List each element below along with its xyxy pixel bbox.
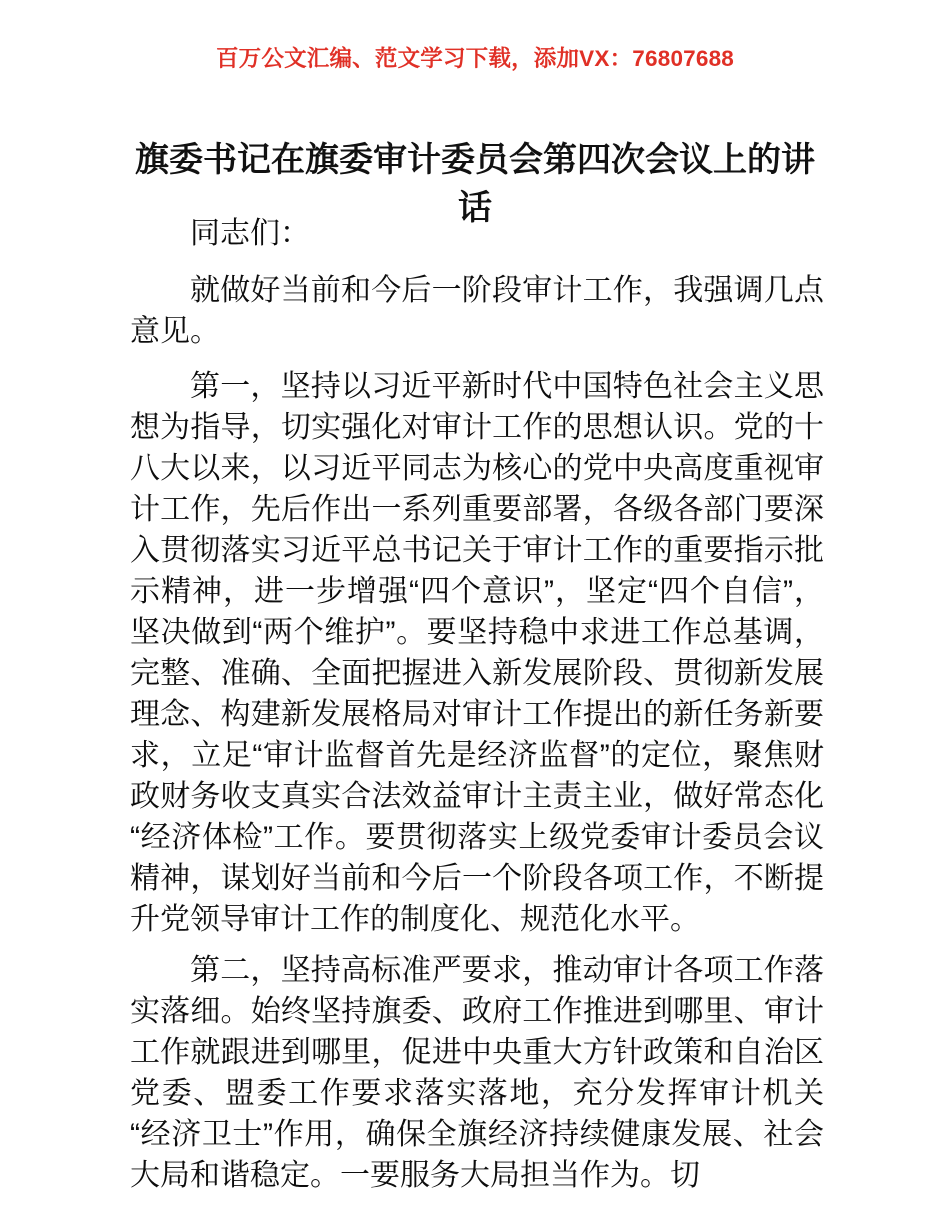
body-paragraph-2: 第二，坚持高标准严要求，推动审计各项工作落实落细。始终坚持旗委、政府工作推进到哪里、审计工作就跟进到哪里，促进中央重大方针政策和自治区党委、盟委工作要求落实落地，充分发挥审计机关“经济卫士”作用，确保全旗经济持续健康发展、社会大局和谐稳定。一要服务大局担当作为。切 [130,954,824,1192]
page-title: 旗委书记在旗委审计委员会第四次会议上的讲话 [135,140,815,227]
lead-paragraph: 就做好当前和今后一阶段审计工作，我强调几点意见。 [130,274,824,348]
document-body [130,213,824,1206]
body-paragraph-1: 第一，坚持以习近平新时代中国特色社会主义思想为指导，切实强化对审计工作的思想认识。党的十八大以来，以习近平同志为核心的党中央高度重视审计工作，先后作出一系列重要部署，各级各部门要深入贯彻落实习近平总书记关于审计工作的重要指示批示精神，进一步增强“四个意识”，坚定“四个自信”，坚决做到“两个维护”。要坚持稳中求进工作总基调，完整、准确、全面把握进入新发展阶段、贯彻新发展理念、构建新发展格局对审计工作提出的新任务新要求，立足“审计监督首先是经济监督”的定位，聚焦财政财务收支真实合法效益审计主责主业，做好常态化“经济体检”工作。要贯彻落实上级党委审计委员会议精神，谋划好当前和今后一个阶段各项工作，不断提升党领导审计工作的制度化、规范化水平。 [130,370,824,936]
promo-header-text: 百万公文汇编、范文学习下载，添加VX：76807688 [215,46,735,71]
salutation-line: 同志们： [190,217,310,250]
